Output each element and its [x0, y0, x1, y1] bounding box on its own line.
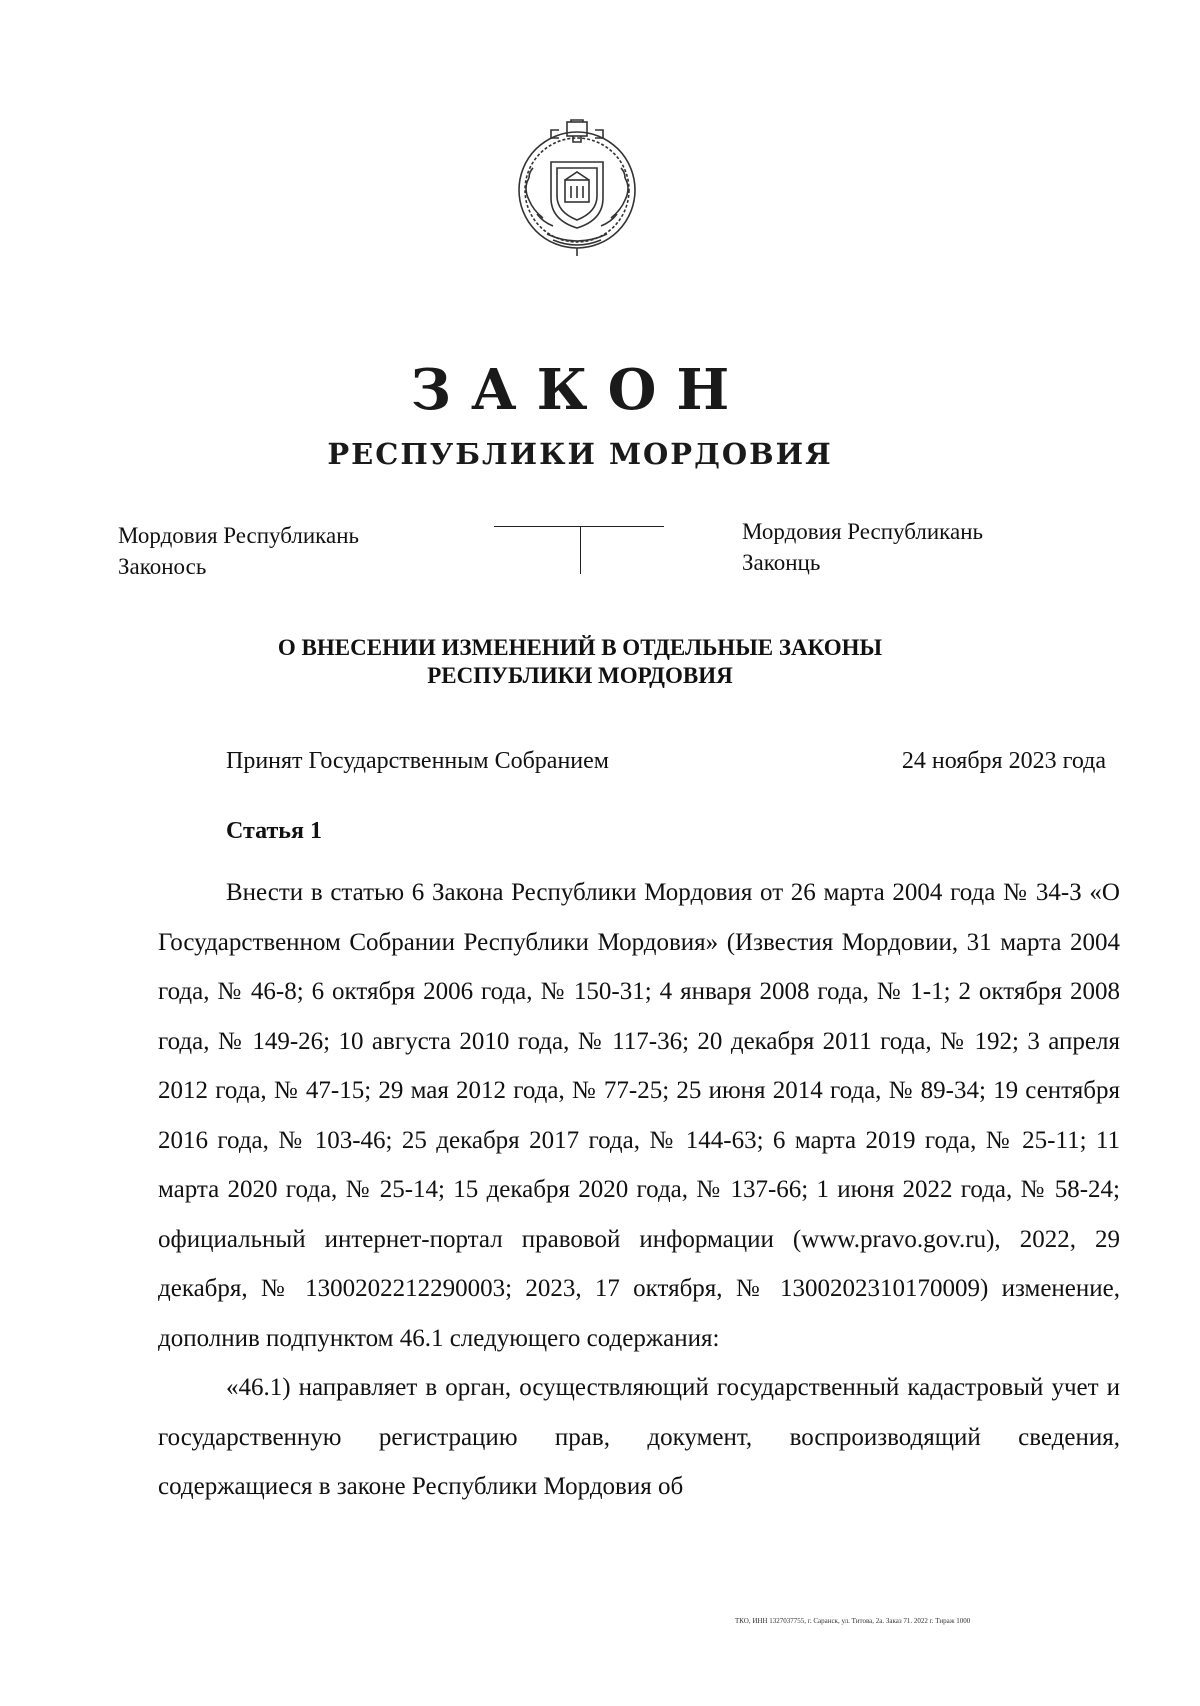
name-block-left — [118, 520, 359, 582]
law-title: ЗАКОН — [410, 357, 750, 423]
name-right-line2: Законць — [742, 550, 821, 575]
name-left-line1: Мордовия Республикань — [118, 523, 360, 548]
document-heading-line1: О ВНЕСЕНИИ ИЗМЕНЕНИЙ В ОТДЕЛЬНЫЕ ЗАКОНЫ — [277, 635, 883, 660]
coat-of-arms-icon — [507, 118, 647, 258]
header-divider-horizontal — [494, 526, 664, 527]
article-paragraph-1: Внести в статью 6 Закона Республики Мордовия от 26 марта 2004 года № 34-З «О Государственном Собрании Республики Мордовия» (Известия Мордовии, 31 марта 2004 года, № 46-8; 6 октября 2006 года, № 150-31; 4 января 2008 года, № 1-1; 2 октября 2008 года, № 149-26; 10 августа 2010 года, № 117-36; 20 декабря 2011 года, № 192; 3 апреля 2012 года, № 47-15; 29 мая 2012 года, № 77-25; 25 июня 2014 года, № 89-34; 19 сентября 2016 года, № 103-46; 25 декабря 2017 года, № 144-63; 6 марта 2019 года, № 25-11; 11 марта 2020 года, № 25-14; 15 декабря 2020 года, № 137-66; 1 июня 2022 года, № 58-24; официальный интернет-портал правовой информации (www.pravo.gov.ru), 2022, 29 декабря, № 1300202212290003; 2023, 17 октября, № 1300202310170009) изменение, дополнив подпунктом 46.1 следующего содержания: — [158, 879, 1120, 1352]
law-subtitle: РЕСПУБЛИКИ МОРДОВИЯ — [327, 437, 833, 471]
adopted-by: Принят Государственным Собранием — [226, 748, 609, 774]
adopted-date: 24 ноября 2023 года — [901, 748, 1106, 774]
document-heading — [0, 634, 1160, 690]
document-heading-line2: РЕСПУБЛИКИ МОРДОВИЯ — [427, 663, 733, 688]
name-left-line2: Законось — [118, 554, 207, 579]
article-body — [158, 868, 1120, 1512]
print-note: ТКО, ИНН 1327037755, г. Саранск, ул. Титова, 2а. Заказ 71. 2022 г. Тираж 1000 — [735, 1617, 971, 1625]
article-paragraph-2: «46.1) направляет в орган, осуществляющий государственный кадастровый учет и государственную регистрацию прав, документ, воспроизводящий сведения, содержащиеся в законе Республики Мордовия об — [158, 1374, 1120, 1500]
article-heading: Статья 1 — [226, 818, 322, 844]
name-block-right — [742, 516, 983, 578]
header-divider-vertical — [580, 526, 581, 574]
name-right-line1: Мордовия Республикань — [742, 519, 984, 544]
